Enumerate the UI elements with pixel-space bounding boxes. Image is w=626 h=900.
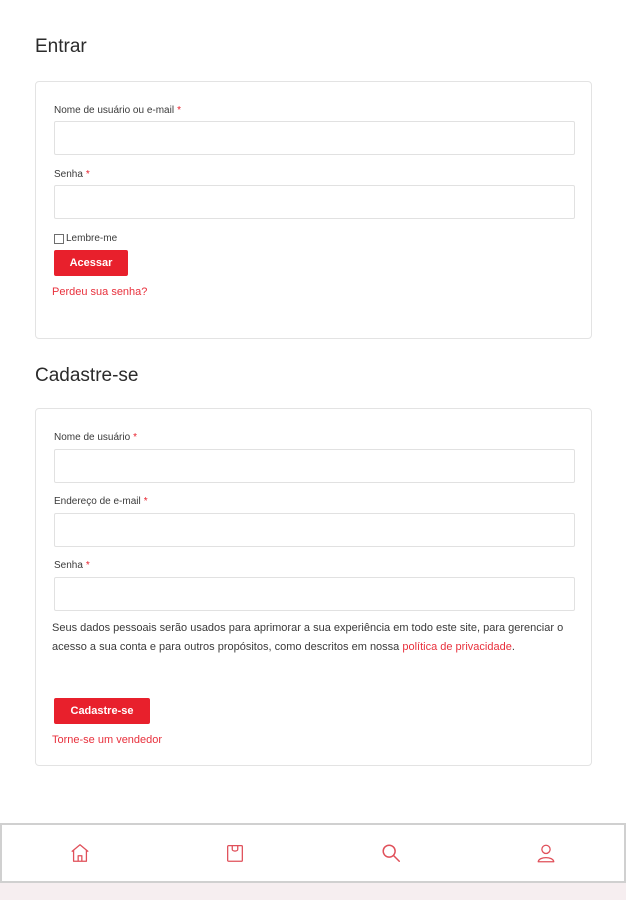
- login-username-label-text: Nome de usuário ou e-mail: [54, 105, 175, 116]
- required-mark: *: [85, 560, 90, 571]
- nav-item-shop[interactable]: [158, 825, 314, 881]
- lost-password-link[interactable]: Perdeu sua senha?: [52, 286, 148, 298]
- register-password-input[interactable]: [54, 577, 575, 611]
- bottom-navigation: [0, 823, 626, 883]
- privacy-notice: [52, 619, 572, 657]
- footer-strip: [0, 883, 626, 900]
- search-icon: [380, 842, 402, 864]
- register-password-label: [54, 560, 90, 571]
- register-email-label-text: Endereço de e-mail: [54, 496, 141, 507]
- register-form: [35, 408, 592, 766]
- privacy-end: .: [511, 641, 515, 653]
- remember-me[interactable]: [54, 233, 117, 244]
- user-icon: [535, 842, 557, 864]
- login-username-input[interactable]: [54, 121, 575, 155]
- login-password-input[interactable]: [54, 185, 575, 219]
- home-icon: [69, 842, 91, 864]
- login-title: Entrar: [35, 36, 87, 57]
- register-username-label-text: Nome de usuário: [54, 432, 131, 443]
- register-password-label-text: Senha: [54, 560, 83, 571]
- remember-me-label: Lembre-me: [66, 233, 118, 244]
- required-mark: *: [133, 432, 138, 443]
- required-mark: *: [85, 169, 90, 180]
- nav-item-account[interactable]: [469, 825, 625, 881]
- register-button[interactable]: Cadastre-se: [54, 698, 150, 724]
- nav-item-search[interactable]: [313, 825, 469, 881]
- register-username-label: [54, 432, 137, 443]
- required-mark: *: [143, 496, 148, 507]
- login-password-label-text: Senha: [54, 169, 83, 180]
- privacy-policy-link[interactable]: política de privacidade: [402, 641, 512, 653]
- shopping-bag-icon: [224, 842, 246, 864]
- register-email-label: [54, 496, 148, 507]
- required-mark: *: [177, 105, 181, 116]
- privacy-text: Seus dados pessoais serão usados para aprimorar a sua experiência em todo este site, para gerenciar o acesso a sua conta e para outros propósitos, como descritos em nossa: [52, 622, 564, 653]
- login-username-label: [54, 105, 181, 116]
- register-username-input[interactable]: [54, 449, 575, 483]
- nav-item-home[interactable]: [2, 825, 158, 881]
- remember-me-checkbox[interactable]: [54, 234, 64, 244]
- register-title: Cadastre-se: [35, 365, 139, 386]
- register-email-input[interactable]: [54, 513, 575, 547]
- login-password-label: [54, 169, 90, 180]
- become-vendor-link[interactable]: Torne-se um vendedor: [52, 734, 163, 746]
- login-button[interactable]: Acessar: [54, 250, 128, 276]
- login-form: [35, 81, 592, 339]
